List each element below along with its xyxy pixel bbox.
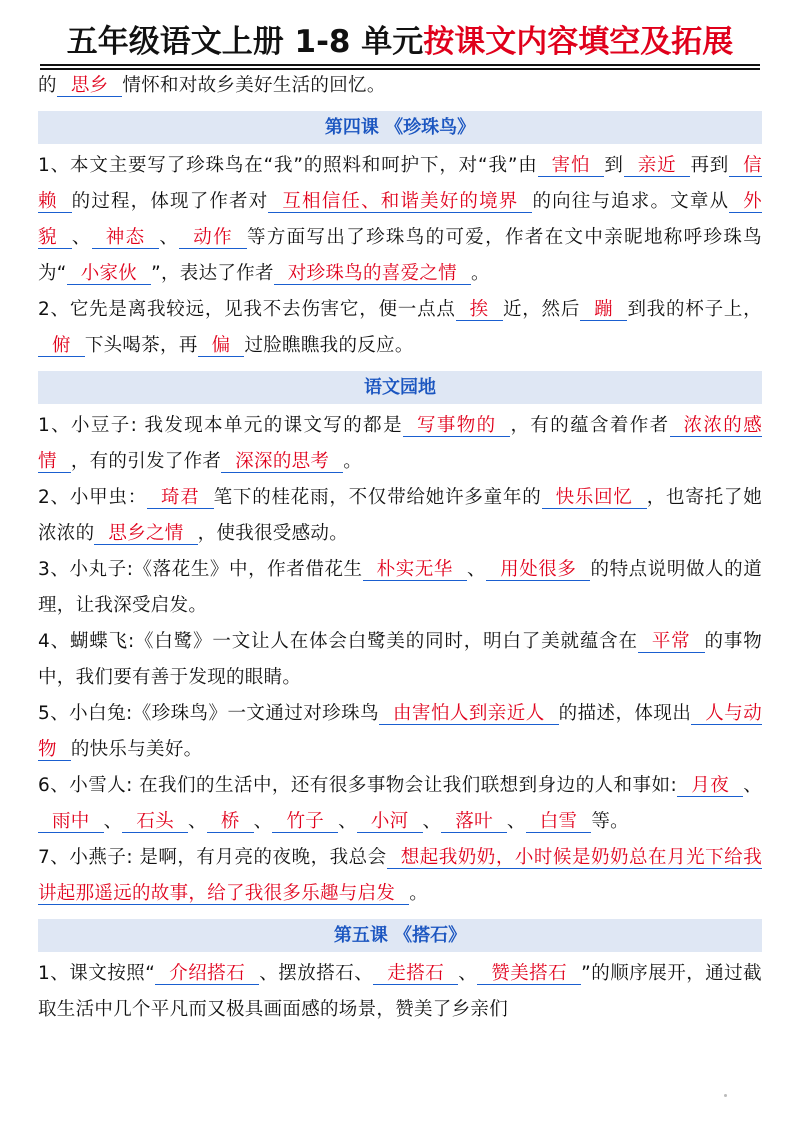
separator: 、 xyxy=(506,811,526,832)
answer-blank: 亲近 xyxy=(624,155,691,177)
text: 6、小雪人: 在我们的生活中，还有很多事物会让我们联想到身边的人和事如: xyxy=(38,775,678,796)
lesson4-q1 xyxy=(38,148,762,292)
text: 。 xyxy=(470,263,490,284)
answer-blank: 赞美搭石 xyxy=(477,963,581,985)
lesson5-q1 xyxy=(38,956,762,1028)
answer-blank: 互相信任、和谐美好的境界 xyxy=(268,191,532,213)
separator: 、 xyxy=(338,811,357,832)
answer-blank: 对珍珠鸟的喜爱之情 xyxy=(274,263,471,285)
answer-blank: 落叶 xyxy=(441,811,507,833)
text: 到 xyxy=(604,155,624,176)
answer-blank: 朴实无华 xyxy=(363,559,467,581)
section-heading-garden: 语文园地 xyxy=(38,371,762,404)
answer-blank: 快乐回忆 xyxy=(542,487,647,509)
text: 的事物中，我们要有善于发现的眼睛。 xyxy=(38,631,762,688)
separator: 、 xyxy=(103,811,123,832)
answer-blank: 石头 xyxy=(122,811,188,833)
garden-q7 xyxy=(38,840,762,912)
text: 、摆放搭石、 xyxy=(259,963,374,984)
garden-q6 xyxy=(38,768,762,840)
text: 的过程，体现了作者对 xyxy=(71,191,269,212)
lesson4-q2 xyxy=(38,292,762,364)
title-highlight: 按课文内容填空及拓展 xyxy=(423,24,734,60)
text: 近，然后 xyxy=(502,299,581,320)
answer-blank: 动作 xyxy=(179,227,247,249)
answer-blank: 人与动物 xyxy=(38,703,762,760)
answer-blank: 害怕 xyxy=(538,155,605,177)
answer-blank: 平常 xyxy=(638,631,705,653)
text: 的特点说明做人的道理，让我深受启发。 xyxy=(38,559,763,616)
intro-line xyxy=(38,68,762,104)
text: 4、蝴蝶飞:《白鹭》一文让人在体会白鹭美的同时，明白了美就蕴含在 xyxy=(38,631,638,652)
answer-blank: 桥 xyxy=(207,811,254,833)
text: 2、小甲虫： xyxy=(38,487,148,508)
answer-blank: 琦君 xyxy=(147,487,214,509)
answer-blank: 偏 xyxy=(198,335,245,357)
text: 5、小白兔:《珍珠鸟》一文通过对珍珠鸟 xyxy=(38,703,380,724)
text: 1、小豆子: 我发现本单元的课文写的都是 xyxy=(38,415,403,436)
garden-q5 xyxy=(38,696,762,768)
text: 、 xyxy=(467,559,487,580)
text: 过脸瞧瞧我的反应。 xyxy=(244,335,414,356)
text: ”的顺序展开，通过截取生活中几个平凡而又极具画面感的场景，赞美了乡亲们 xyxy=(38,963,762,1020)
answer-blank: 竹子 xyxy=(272,811,338,833)
text: 3、小丸子:《落花生》中，作者借花生 xyxy=(38,559,363,580)
answer-blank: 浓浓的感情 xyxy=(38,415,762,472)
text: 1、本文主要写了珍珠鸟在“我”的照料和呵护下，对“我”由 xyxy=(38,155,538,176)
title-main: 五年级语文上册 1-8 单元 xyxy=(66,24,424,60)
text: 。 xyxy=(409,883,429,904)
section-heading-lesson5: 第五课 《搭石》 xyxy=(38,919,762,952)
answer-blank: 雨中 xyxy=(38,811,104,833)
text: ”，表达了作者 xyxy=(151,263,274,284)
text: 情怀和对故乡美好生活的回忆。 xyxy=(122,75,386,96)
answer-blank: 小河 xyxy=(357,811,423,833)
garden-q1 xyxy=(38,408,762,480)
garden-q4 xyxy=(38,624,762,696)
text: 的快乐与美好。 xyxy=(70,739,203,760)
answer-blank: 挨 xyxy=(456,299,503,321)
text: 的描述，体现出 xyxy=(558,703,692,724)
text: 、 xyxy=(71,227,92,248)
text: 的向往与追求。文章从 xyxy=(532,191,730,212)
answer-blank: 介绍搭石 xyxy=(155,963,259,985)
text: 2、它先是离我较远，见我不去伤害它，便一点点 xyxy=(38,299,456,320)
separator: 、 xyxy=(253,811,273,832)
page-corner-mark xyxy=(724,1094,727,1097)
answer-blank: 思乡之情 xyxy=(94,523,197,545)
answer-blank: 俯 xyxy=(38,335,85,357)
text: ，使我很受感动。 xyxy=(197,523,349,544)
text: 的 xyxy=(38,75,57,96)
answer-blank: 外貌 xyxy=(38,191,762,248)
document-body xyxy=(38,68,762,1028)
answer-blank: 走搭石 xyxy=(373,963,458,985)
answer-blank: 深深的思考 xyxy=(221,451,343,473)
text: 、 xyxy=(458,963,478,984)
answer-blank: 月夜 xyxy=(677,775,743,797)
answer-blank: 神态 xyxy=(92,227,160,249)
text: 、 xyxy=(159,227,180,248)
answer-blank: 信赖 xyxy=(38,155,762,212)
text: 再到 xyxy=(690,155,730,176)
title-underline xyxy=(40,64,760,66)
answer-blank: 蹦 xyxy=(580,299,627,321)
text: 等方面写出了珍珠鸟的可爱，作者在文中亲昵地称呼珍珠鸟为“ xyxy=(38,227,762,284)
text: 。 xyxy=(343,451,363,472)
section-heading-lesson4: 第四课 《珍珠鸟》 xyxy=(38,111,762,144)
text: ，有的蕴含着作者 xyxy=(510,415,670,436)
garden-q2 xyxy=(38,480,762,552)
text: 等。 xyxy=(591,811,629,832)
answer-blank: 用处很多 xyxy=(486,559,590,581)
answer-blank: 白雪 xyxy=(526,811,592,833)
answer-blank: 小家伙 xyxy=(67,263,151,285)
separator: 、 xyxy=(422,811,442,832)
separator: 、 xyxy=(188,811,207,832)
text: ，也寄托了她浓浓的 xyxy=(38,487,762,544)
answer-blank: 由害怕人到亲近人 xyxy=(379,703,559,725)
answer-blank: 写事物的 xyxy=(403,415,511,437)
text: 7、小燕子: 是啊，有月亮的夜晚，我总会 xyxy=(38,847,387,868)
answer-blank: 想起我奶奶，小时候是奶奶总在月光下给我讲起那遥远的故事，给了我很多乐趣与启发 xyxy=(38,847,762,904)
separator: 、 xyxy=(743,775,762,796)
text: 1、课文按照“ xyxy=(38,963,156,984)
answer-blank: 思乡 xyxy=(57,75,123,97)
text: 到我的杯子上， xyxy=(627,299,762,320)
garden-q3 xyxy=(38,552,762,624)
text: 下头喝茶，再 xyxy=(84,335,198,356)
text: ，有的引发了作者 xyxy=(70,451,222,472)
text: 笔下的桂花雨，不仅带给她许多童年的 xyxy=(213,487,542,508)
page-title xyxy=(0,20,800,64)
